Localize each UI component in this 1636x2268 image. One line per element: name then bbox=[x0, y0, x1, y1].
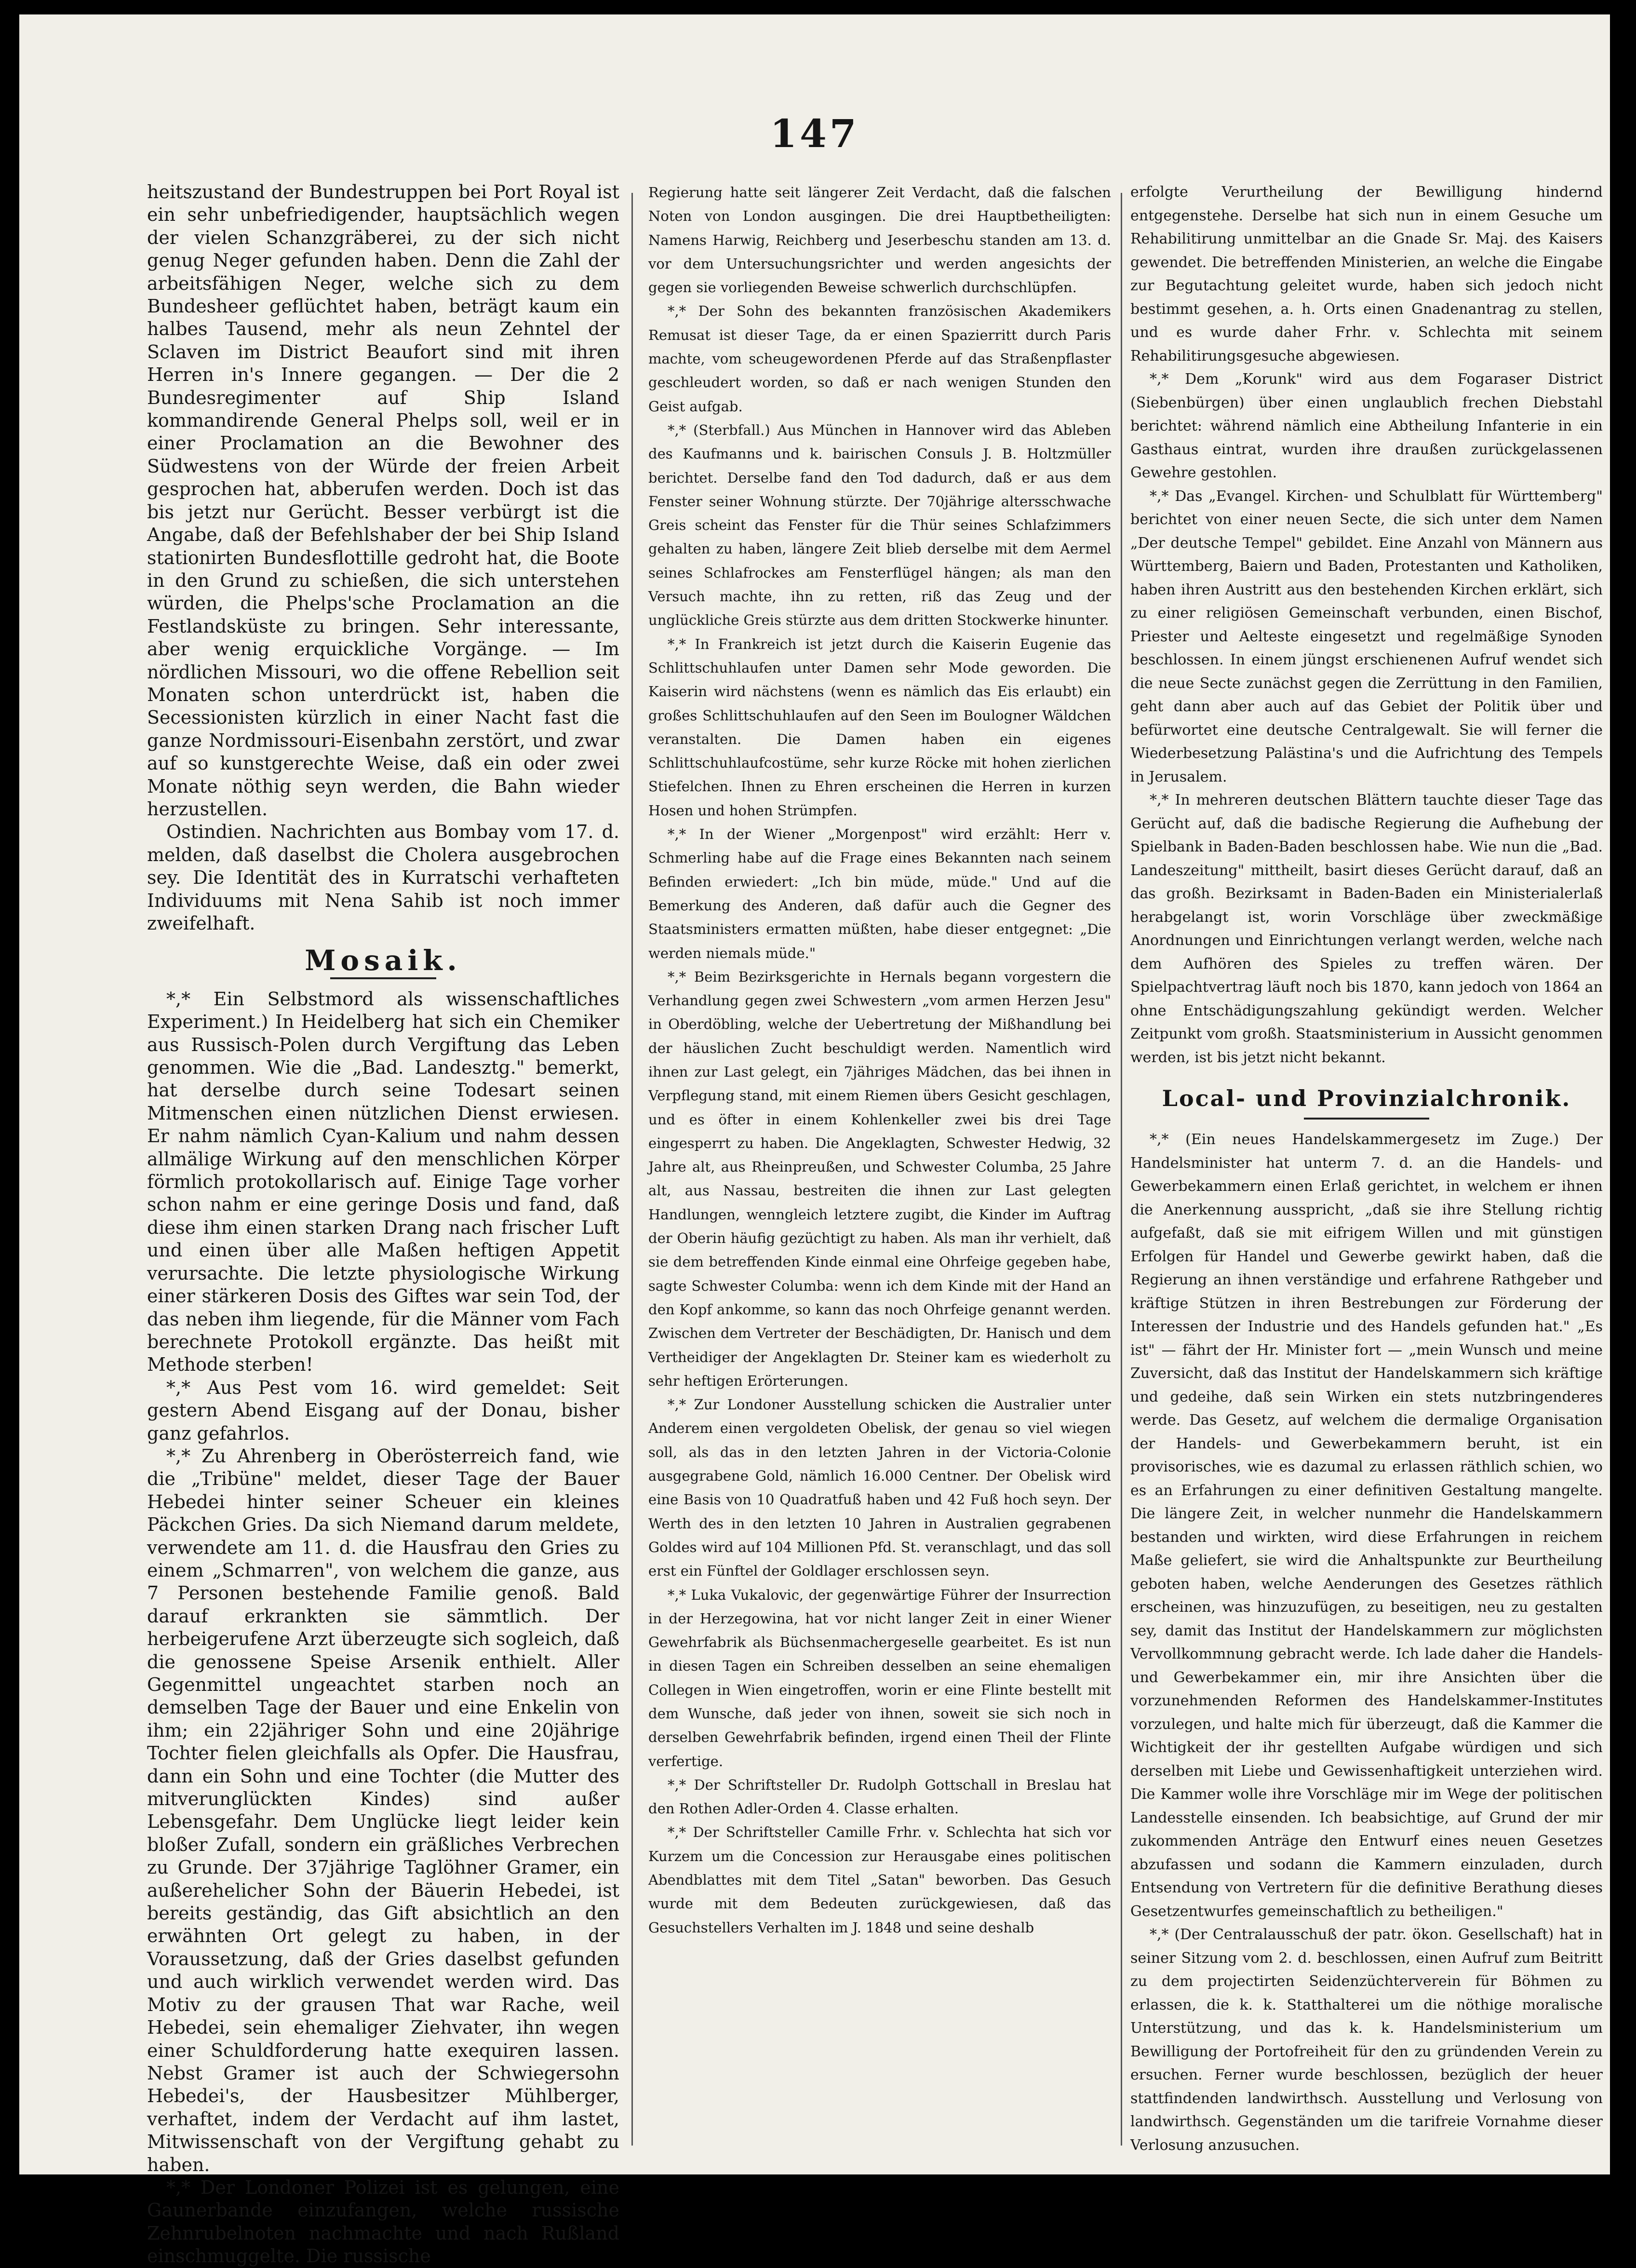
article-paragraph: *,* Der Schriftsteller Camille Frhr. v. Schlechta hat sich vor Kurzem um die Concession zur Herausgabe eines politischen Abendblattes mit dem Titel „Satan" beworben. Das Gesuch wurde mit dem Bedeuten zurückgewiesen, daß das Gesuchstellers Verhalten im J. 1848 und seine deshalb bbox=[648, 1824, 1111, 1936]
column-3 bbox=[1130, 181, 1603, 2154]
heading-rule bbox=[1304, 1118, 1429, 1120]
section-heading: Mosaik. bbox=[305, 944, 462, 977]
article-paragraph: *,* Das „Evangel. Kirchen- und Schulblatt für Württemberg" berichtet von einer neuen Secte, die sich unter dem Namen „Der deutsche Tempel" gebildet. Eine Anzahl von Männern aus Württemberg, Baiern und Baden, Protestanten und Katholiken, haben ihren Austritt aus den bestehenden Kirchen erklärt, sich zu einer religiösen Gemeinschaft verbunden, einen Bischof, Priester und Aelteste eingesetzt und regelmäßige Synoden beschlossen. In einem jüngst erschienenen Aufruf wendet sich die neue Secte zunächst gegen die Zerrüttung in den Familien, geht dann aber auch auf das Gebiet der Politik über und befürwortet eine deutsche Centralgewalt. Sie will ferner die Wiederbesetzung Palästina's und die Aufrichtung des Tempels in Jerusalem. bbox=[1130, 487, 1603, 785]
newspaper-page bbox=[19, 14, 1610, 2267]
article-paragraph: *,* Aus Pest vom 16. wird gemeldet: Seit gestern Abend Eisgang auf der Donau, bisher ganz gefahrlos. bbox=[147, 1377, 619, 1444]
article-paragraph: *,* Zur Londoner Ausstellung schicken die Australier unter Anderem einen vergoldeten Obelisk, der genau so viel wiegen soll, als das in den letzten Jahren in der Victoria-Colonie ausgegrabene Gold, nämlich 16.000 Centner. Der Obelisk wird eine Basis von 10 Quadratfuß haben und 42 Fuß hoch seyn. Der Werth des in den letzten 10 Jahren in Australien gegrabenen Goldes wird auf 104 Millionen Pfd. St. veranschlagt, und das soll erst ein Fünftel der Goldlager erschlossen seyn. bbox=[648, 1396, 1111, 1580]
article-paragraph: *,* Luka Vukalovic, der gegenwärtige Führer der Insurrection in der Herzegowina, hat vor nicht langer Zeit in einer Wiener Gewehrfabrik als Büchsenmachergeselle gearbeitet. Es ist nun in diesen Tagen ein Schreiben desselben an seine ehemaligen Collegen in Wien eingetroffen, worin er eine Flinte bestellt mit dem Wunsche, daß jeder von ihnen, soweit sie sich noch in derselben Gewehrfabrik befinden, irgend einen Theil der Flinte verfertige. bbox=[648, 1586, 1111, 1769]
article-paragraph: *,* Zu Ahrenberg in Oberösterreich fand, wie die „Tribüne" meldet, dieser Tage der Bauer Hebedei hinter seiner Scheuer ein kleines Päckchen Gries. Da sich Niemand darum meldete, verwendete am 11. d. die Hausfrau den Gries zu einem „Schmarren", von welchem die ganze, aus 7 Personen bestehende Familie genoß. Bald darauf erkrankten sie sämmtlich. Der herbeigerufene Arzt überzeugte sich sogleich, daß die genossene Speise Arsenik enthielt. Aller Gegenmittel ungeachtet starben noch an demselben Tage der Bauer und eine Enkelin von ihm; ein 22jähriger Sohn und eine 20jährige Tochter fielen gleichfalls als Opfer. Die Hausfrau, dann ein Sohn und eine Tochter (die Mutter des mitverunglückten Kindes) sind außer Lebensgefahr. Dem Unglücke liegt leider kein bloßer Zufall, sondern ein gräßliches Verbrechen zu Grunde. Der 37jährige Taglöhner Gramer, ein außerehelicher Sohn der Bäuerin Hebedei, ist bereits geständig, das Gift absichtlich an den erwähnten Ort gelegt zu haben, in der Voraussetzung, daß der Gries daselbst gefunden und auch wirklich verwendet werden wird. Das Motiv zu der grausen That war Rache, weil Hebedei, sein ehemaliger Ziehvater, ihn wegen einer Schuldforderung hatte exequiren lassen. Nebst Gramer ist auch der Schwiegersohn Hebedei's, der Hausbesitzer Mühlberger, verhaftet, indem der Verdacht auf ihm lastet, Mitwissenschaft von der Vergiftung gehabt zu haben. bbox=[147, 1445, 619, 2175]
section-heading: Local- und Provinzialchronik. bbox=[1162, 1085, 1571, 1111]
column-1 bbox=[147, 181, 619, 2267]
column-divider bbox=[1121, 193, 1122, 2146]
article-paragraph: Ostindien. Nachrichten aus Bombay vom 17. d. melden, daß daselbst die Cholera ausgebrochen sey. Die Identität des in Kurratschi verhafteten Individuums mit Nena Sahib ist noch immer zweifelhaft. bbox=[147, 821, 619, 934]
article-paragraph: *,* In Frankreich ist jetzt durch die Kaiserin Eugenie das Schlittschuhlaufen unter Damen sehr Mode geworden. Die Kaiserin wird nächstens (wenn es nämlich das Eis erlaubt) ein großes Schlittschuhlaufen auf den Seen im Boulogner Wäldchen veranstalten. Die Damen haben ein eigenes Schlittschuhlaufcostüme, sehr kurze Röcke mit hohen zierlichen Stiefelchen. Ihnen zu Ehren erscheinen die Herren in kurzen Hosen und hohen Strümpfen. bbox=[648, 635, 1111, 819]
heading-rule bbox=[330, 977, 436, 979]
article-paragraph: *,* In mehreren deutschen Blättern tauchte dieser Tage das Gerücht auf, daß die badische Regierung die Aufhebung der Spielbank in Baden-Baden beschlossen habe. Wie nun die „Bad. Landeszeitung" mittheilt, basirt dieses Gerücht darauf, daß an das großh. Bezirksamt in Baden-Baden ein Ministerialerlaß herabgelangt ist, worin Vorschläge über zweckmäßige Anordnungen und Einrichtungen verlangt werden, welche nach dem Aufhören des Spieles zu treffen wären. Der Spielpachtvertrag läuft noch bis 1870, kann jedoch von 1864 an ohne Entschädigungszahlung gekündigt werden. Welcher Zeitpunkt vom großh. Staatsministerium in Aussicht genommen werden, ist bis jetzt nicht bekannt. bbox=[1130, 792, 1603, 1066]
page-number: 147 bbox=[770, 111, 859, 156]
column-2 bbox=[648, 181, 1111, 2143]
article-paragraph: Regierung hatte seit längerer Zeit Verdacht, daß die falschen Noten von London ausgingen. Die drei Hauptbetheiligten: Namens Harwig, Reichberg und Jeserbeschu standen am 13. d. vor dem Untersuchungsrichter und werden angesichts der gegen sie vorliegenden Beweise schwerlich durchschlüpfen. bbox=[648, 184, 1111, 296]
article-paragraph: *,* In der Wiener „Morgenpost" wird erzählt: Herr v. Schmerling habe auf die Frage eines Bekannten nach seinem Befinden erwiedert: „Ich bin müde, müde." Und auf die Bemerkung des Anderen, daß dafür auch die Gegner des Staatsministers ermatten müßten, habe dieser entgegnet: „Die werden niemals müde." bbox=[648, 826, 1111, 961]
article-paragraph: *,* Ein Selbstmord als wissenschaftliches Experiment.) In Heidelberg hat sich ein Chemiker aus Russisch-Polen durch Vergiftung das Leben genommen. Wie die „Bad. Landesztg." bemerkt, hat derselbe durch seine Todesart seinen Mitmenschen einen nützlichen Dienst erwiesen. Er nahm nämlich Cyan-Kalium und nahm dessen allmälige Wirkung auf den menschlichen Körper förmlich protokollarisch auf. Einige Tage vorher schon nahm er eine geringe Dosis und fand, daß diese ihm einen starken Drang nach frischer Luft und einen über alle Maßen heftigen Appetit verursachte. Die letzte physiologische Wirkung einer stärkeren Dosis des Giftes war sein Tod, der das neben ihm liegende, für die Männer vom Fach berechnete Protokoll ergänzte. Das heißt mit Methode sterben! bbox=[147, 988, 619, 1376]
article-paragraph: erfolgte Verurtheilung der Bewilligung hindernd entgegenstehe. Derselbe hat sich nun in einem Gesuche um Rehabilitirung unmittelbar an die Gnade Sr. Maj. des Kaisers gewendet. Die betreffenden Ministerien, an welche die Eingabe zur Begutachtung geleitet wurde, haben sich jedoch nicht bestimmt gesehen, a. h. Orts einen Gnadenantrag zu stellen, und es wurde daher Frhr. v. Schlechta mit seinem Rehabilitirungsgesuche abgewiesen. bbox=[1130, 184, 1603, 364]
article-paragraph: *,* Dem „Korunk" wird aus dem Fogaraser District (Siebenbürgen) über einen unglaublich frechen Diebstahl berichtet: während nämlich eine Abtheilung Infanterie in ein Gasthaus eintrat, wurden ihre draußen zurückgelassenen Gewehre gestohlen. bbox=[1130, 371, 1603, 481]
article-paragraph: *,* Beim Bezirksgerichte in Hernals begann vorgestern die Verhandlung gegen zwei Schwestern „vom armen Herzen Jesu" in Oberdöbling, welche der Uebertretung der Mißhandlung bei der häuslichen Zucht beschuldigt werden. Namentlich wird ihnen zur Last gelegt, ein 7jähriges Mädchen, das bei ihnen in Verpflegung stand, mit einem Riemen übers Gesicht geschlagen, und es öfter in einem Kohlenkeller zwei bis drei Tage eingesperrt zu haben. Die Angeklagten, Schwester Hedwig, 32 Jahre alt, aus Rheinpreußen, und Schwester Columba, 25 Jahre alt, aus Nassau, bestreiten die ihnen zur Last gelegten Handlungen, wenngleich letztere zugibt, die Kinder im Auftrag der Oberin häufig gezüchtigt zu haben. Als man ihr verhielt, daß sie dem betreffenden Kinde einmal eine Ohrfeige gegeben habe, sagte Schwester Columba: wenn ich dem Kinde mit der Hand an den Kopf ankomme, so kann das noch Ohrfeige genannt werden. Zwischen dem Vertreter der Beschädigten, Dr. Hanisch und dem Vertheidiger der Angeklagten Dr. Steiner kam es wiederholt zu sehr heftigen Erörterungen. bbox=[648, 968, 1111, 1389]
article-paragraph: *,* (Der Centralausschuß der patr. ökon. Gesellschaft) hat in seiner Sitzung vom 2. d. beschlossen, einen Aufruf zum Beitritt zu dem projectirten Seidenzüchterverein für Böhmen zu erlassen, die k. k. Statthalterei um die nöthige moralische Unterstützung, und das k. k. Handelsministerium um Bewilligung der Portofreiheit für den zu gründenden Verein zu ersuchen. Ferner wurde beschlossen, bezüglich der heuer stattfindenden landwirthsch. Ausstellung und Verlosung von landwirthsch. Gegenständen um die tarifreie Vornahme dieser Verlosung anzusuchen. bbox=[1130, 1926, 1603, 2154]
article-paragraph: *,* Der Sohn des bekannten französischen Akademikers Remusat ist dieser Tage, da er einen Spazierritt durch Paris machte, vom scheugewordenen Pferde auf das Straßenpflaster geschleudert worden, so daß er nach wenigen Stunden den Geist aufgab. bbox=[648, 303, 1111, 415]
article-paragraph: *,* Der Londoner Polizei ist es gelungen, eine Gaunerbande einzufangen, welche russische Zehnrubelnoten nachmachte und nach Rußland einschmuggelte. Die russische bbox=[147, 2176, 619, 2267]
article-paragraph: heitszustand der Bundestruppen bei Port Royal ist ein sehr unbefriedigender, hauptsächlich wegen der vielen Schanzgräberei, zu der sich nicht genug Neger gefunden haben. Denn die Zahl der arbeitsfähigen Neger, welche sich zu dem Bundesheer geflüchtet haben, beträgt kaum ein halbes Tausend, mehr als neun Zehntel der Sclaven im District Beaufort sind mit ihren Herren in's Innere gegangen. — Der die 2 Bundesregimenter auf Ship Island kommandirende General Phelps soll, weil er in einer Proclamation an die Bewohner des Südwestens von der Würde der freien Arbeit gesprochen hat, abberufen werden. Doch ist das bis jetzt nur Gerücht. Besser verbürgt ist die Angabe, daß der Befehlshaber der bei Ship Island stationirten Bundesflottille gedroht hat, die Boote in den Grund zu schießen, die sich unterstehen würden, die Phelps'sche Proclamation an die Festlandsküste zu bringen. Sehr interessante, aber wenig erquickliche Vorgänge. — Im nördlichen Missouri, wo die offene Rebellion seit Monaten schon unterdrückt ist, haben die Secessionisten kürzlich in einer Nacht fast die ganze Nordmissouri-Eisenbahn zerstört, und zwar auf so kunstgerechte Weise, daß ein oder zwei Monate nöthig seyn werden, die Bahn wieder herzustellen. bbox=[147, 181, 619, 820]
article-paragraph: *,* Der Schriftsteller Dr. Rudolph Gottschall in Breslau hat den Rothen Adler-Orden 4. Classe erhalten. bbox=[648, 1776, 1111, 1817]
article-paragraph: *,* (Sterbfall.) Aus München in Hannover wird das Ableben des Kaufmanns und k. bairischen Consuls J. B. Holtzmüller berichtet. Derselbe fand den Tod dadurch, daß er aus dem Fenster seiner Wohnung stürzte. Der 70jährige altersschwache Greis scheint das Fenster für die Thür seines Schlafzimmers gehalten zu haben, längere Zeit blieb derselbe mit dem Aermel seines Schlafrockes am Fensterflügel hängen; als man den Versuch machte, ihn zu retten, riß das Zeug und der unglückliche Greis stürzte aus dem dritten Stockwerke hinunter. bbox=[648, 421, 1111, 629]
column-divider bbox=[631, 193, 633, 2146]
article-paragraph: *,* (Ein neues Handelskammergesetz im Zuge.) Der Handelsminister hat unterm 7. d. an die Handels- und Gewerbekammern einen Erlaß gerichtet, in welchem er ihnen die Anerkennung ausspricht, „daß sie ihre Stellung richtig aufgefaßt, daß sie mit eifrigem Willen und mit günstigen Erfolgen für Handel und Gewerbe gewirkt haben, daß die Regierung an ihnen verständige und erfahrene Rathgeber und kräftige Stützen in ihren Bestrebungen zur Förderung der Interessen der Industrie und des Handels gefunden hat." „Es ist" — fährt der Hr. Minister fort — „mein Wunsch und meine Zuversicht, daß das Institut der Handelskammern sich kräftige und gedeihe, daß sein Wirken ein stets nutzbringenderes werde. Das Gesetz, auf welchem die dermalige Organisation der Handels- und Gewerbekammern beruht, ist ein provisorisches, wie es dazumal zu erlassen räthlich schien, wo es an Erfahrungen zu einer definitiven Gestaltung mangelte. Die längere Zeit, in welcher nunmehr die Handelskammern bestanden und wirkten, wird diese Erfahrungen in reichem Maße geliefert, sie wird die Anhaltspunkte zur Beurtheilung geboten haben, welche Aenderungen des Gesetzes räthlich erscheinen, was hinzuzufügen, zu beseitigen, neu zu gestalten sey, damit das Institut der Handelskammern zur möglichsten Vervollkommnung gebracht werde. Ich lade daher die Handels- und Gewerbekammer ein, mir ihre Ansichten über die vorzunehmenden Reformen des Handelskammer-Institutes vorzulegen, und halte mich für überzeugt, daß die Kammer die Wichtigkeit der ihr gestellten Aufgabe würdigen und sich derselben mit Liebe und Gewissenhaftigkeit unterziehen wird. Die Kammer wolle ihre Vorschläge mir im Wege der politischen Landesstelle einsenden. Ich beabsichtige, auf Grund der mir zukommenden Anträge den Entwurf eines neuen Gesetzes abzufassen und sodann die Kammern einzuladen, durch Entsendung von Vertretern für die definitive Berathung dieses Gesetzentwurfes gemeinschaftlich zu betheiligen." bbox=[1130, 1131, 1603, 1920]
